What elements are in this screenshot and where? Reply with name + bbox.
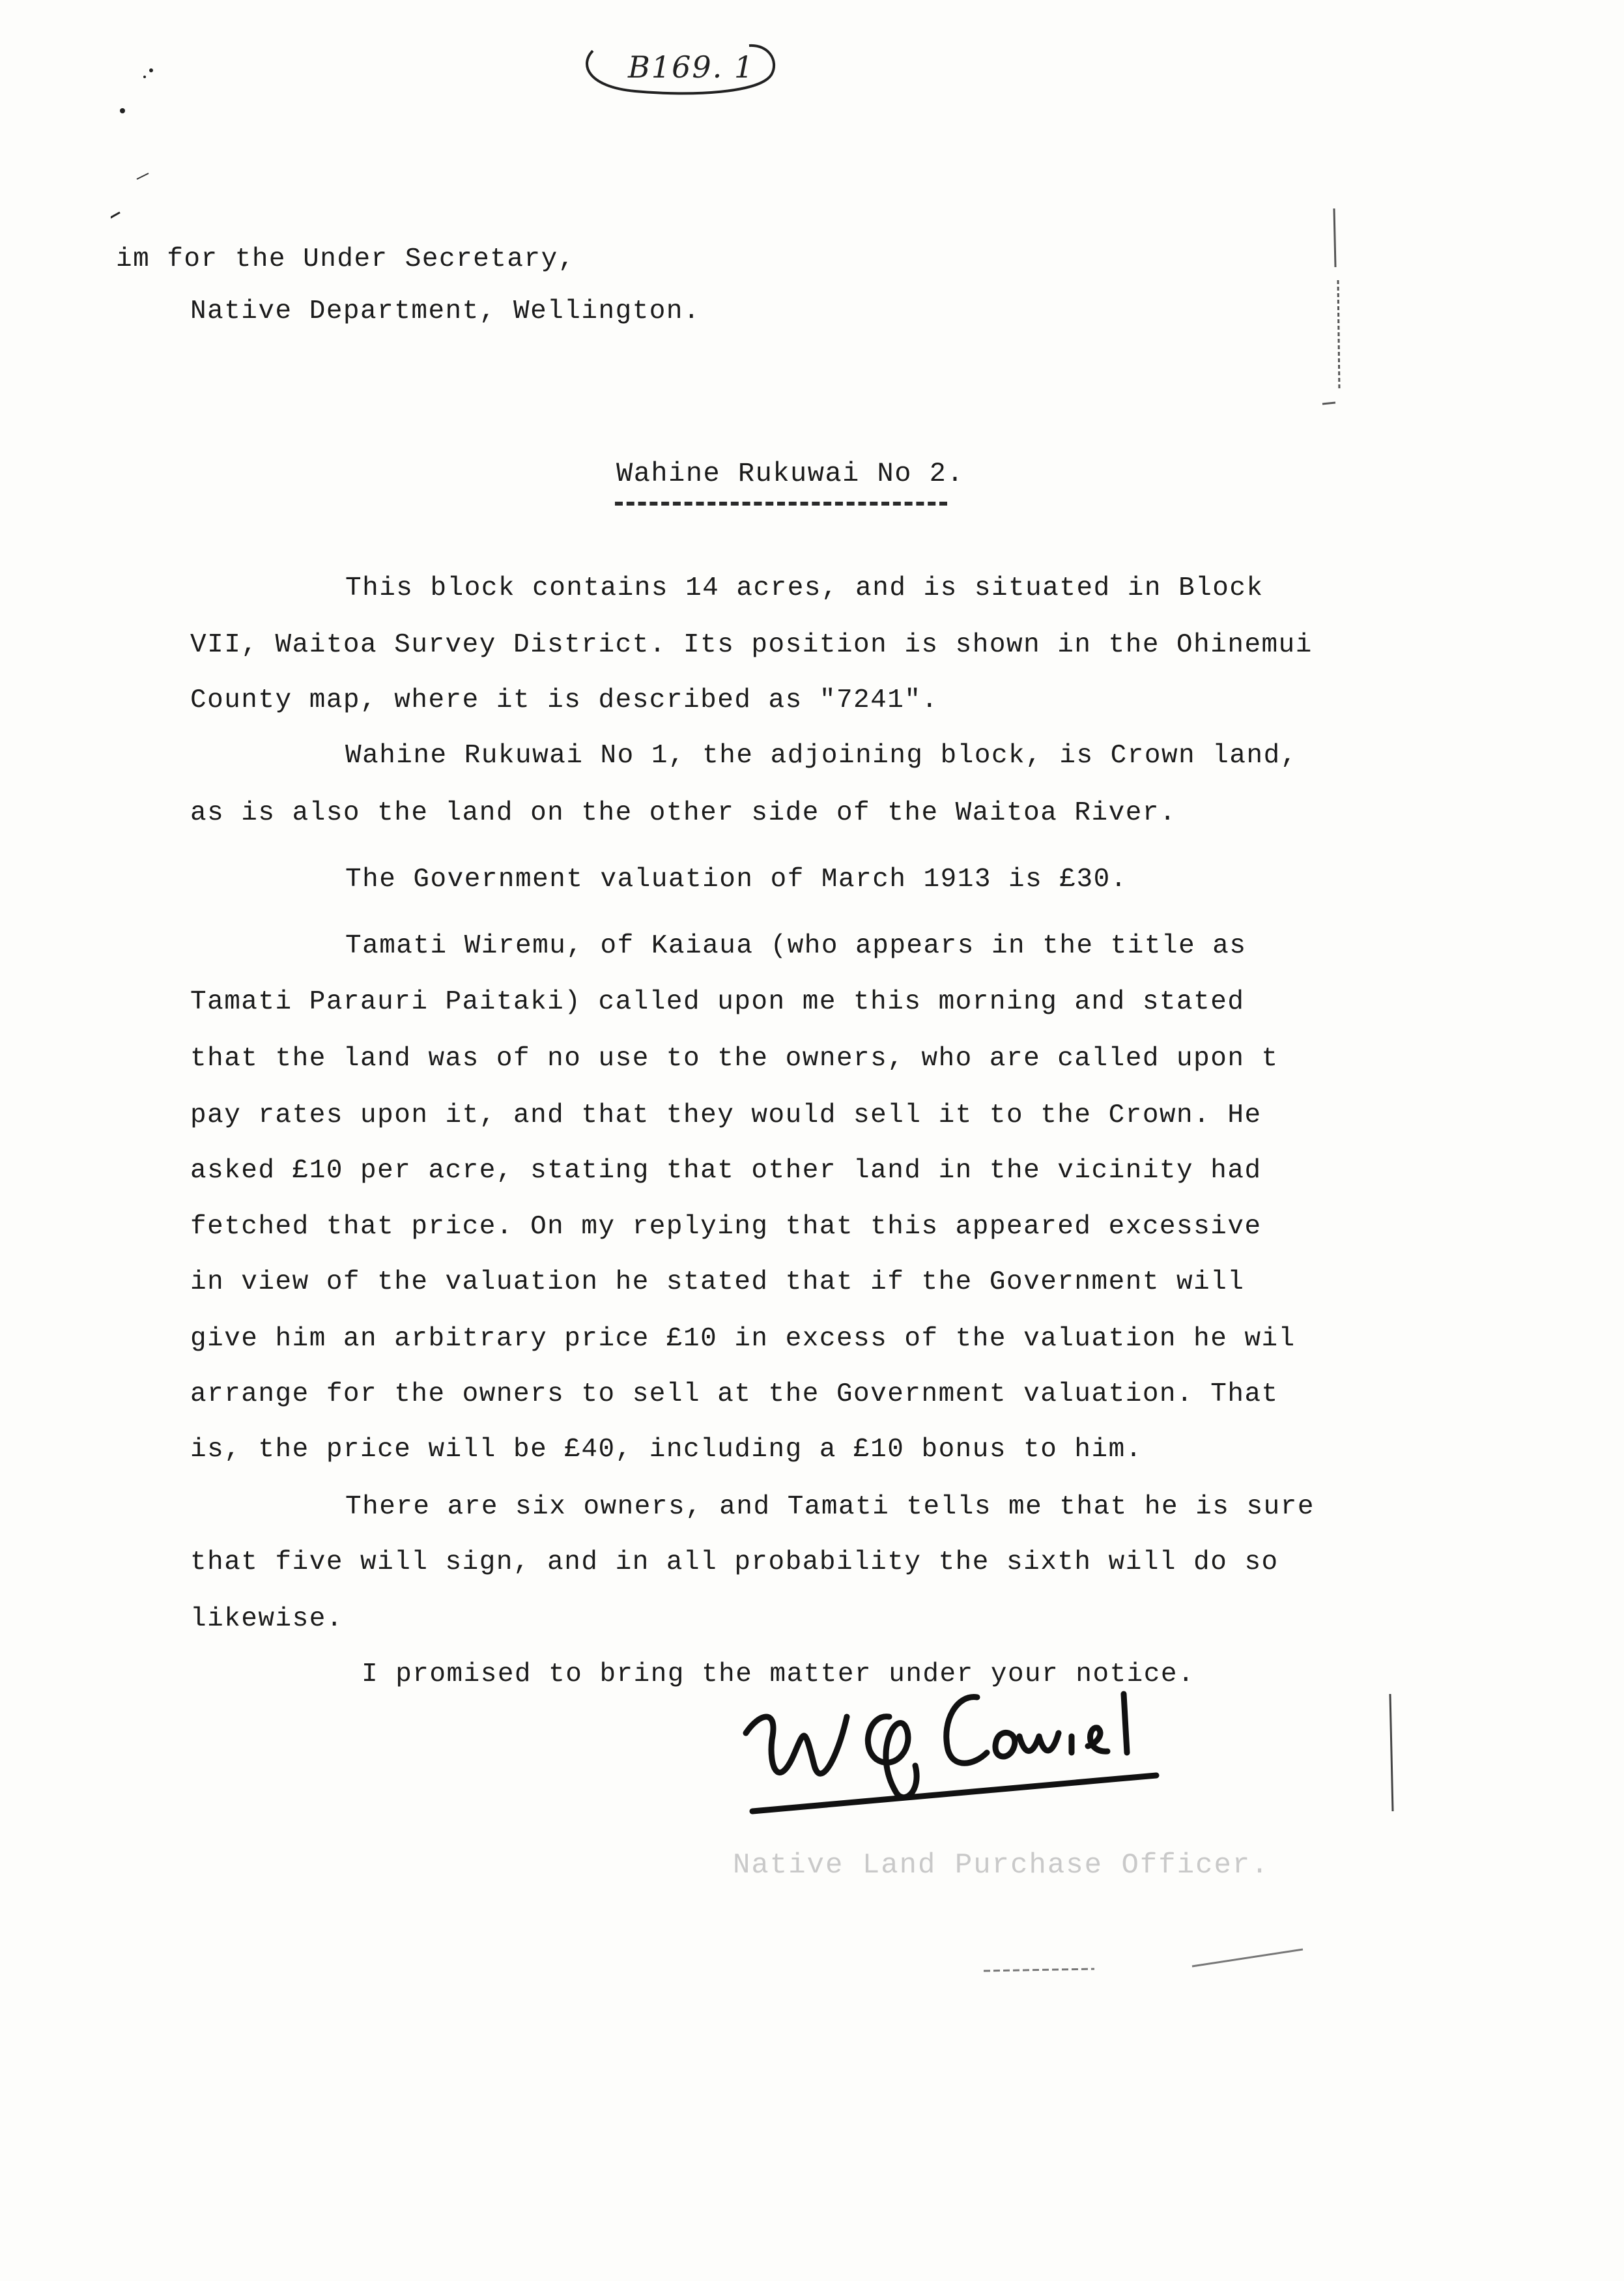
scan-line-right <box>1381 1687 1407 1831</box>
body-line: is, the price will be £40, including a £10 bonus to him. <box>190 1435 1143 1465</box>
body-line: in view of the valuation he stated that if the Government will <box>190 1267 1245 1297</box>
body-line: likewise. <box>190 1604 343 1634</box>
body-line: The Government valuation of March 1913 is £30. <box>345 865 1128 895</box>
body-line: This block contains 14 acres, and is situated in Block <box>345 573 1264 603</box>
body-line: that five will sign, and in all probability the sixth will do so <box>190 1547 1279 1577</box>
title-underline <box>615 502 947 506</box>
body-line: asked £10 per acre, stating that other land in the vicinity had <box>190 1156 1262 1186</box>
scan-smudge-bottom <box>977 1942 1329 1981</box>
address-line-2: Native Department, Wellington. <box>190 296 701 326</box>
document-title: Wahine Rukuwai No 2. <box>616 458 965 489</box>
body-line: arrange for the owners to sell at the Government valuation. That <box>190 1379 1279 1409</box>
body-line: as is also the land on the other side of the Waitoa River. <box>190 798 1177 828</box>
body-line: give him an arbitrary price £10 in excess of the valuation he wil <box>190 1324 1296 1354</box>
scan-edge-right <box>1309 195 1348 430</box>
body-line: Wahine Rukuwai No 1, the adjoining block, is Crown land, <box>345 741 1298 771</box>
body-line: County map, where it is described as "7241". <box>190 685 939 715</box>
reference-number: B169. 1 <box>628 50 755 85</box>
body-line: Tamati Parauri Paitaki) called upon me this morning and stated <box>190 987 1245 1017</box>
body-line: VII, Waitoa Survey District. Its position is shown in the Ohinemui <box>190 630 1313 660</box>
body-line: There are six owners, and Tamati tells me that he is sure <box>345 1492 1315 1522</box>
body-line: pay rates upon it, and that they would sell it to the Crown. He <box>190 1100 1262 1130</box>
body-line: I promised to bring the matter under your notice. <box>362 1659 1195 1689</box>
address-line-1: im for the Under Secretary, <box>116 244 575 274</box>
scan-specks-left <box>111 59 189 228</box>
body-line: Tamati Wiremu, of Kaiaua (who appears in the title as <box>345 931 1247 961</box>
body-line: fetched that price. On my replying that this appeared excessive <box>190 1212 1262 1242</box>
body-line: that the land was of no use to the owners, who are called upon t <box>190 1044 1279 1074</box>
signature <box>733 1655 1176 1824</box>
signatory-title: Native Land Purchase Officer. <box>733 1849 1270 1882</box>
